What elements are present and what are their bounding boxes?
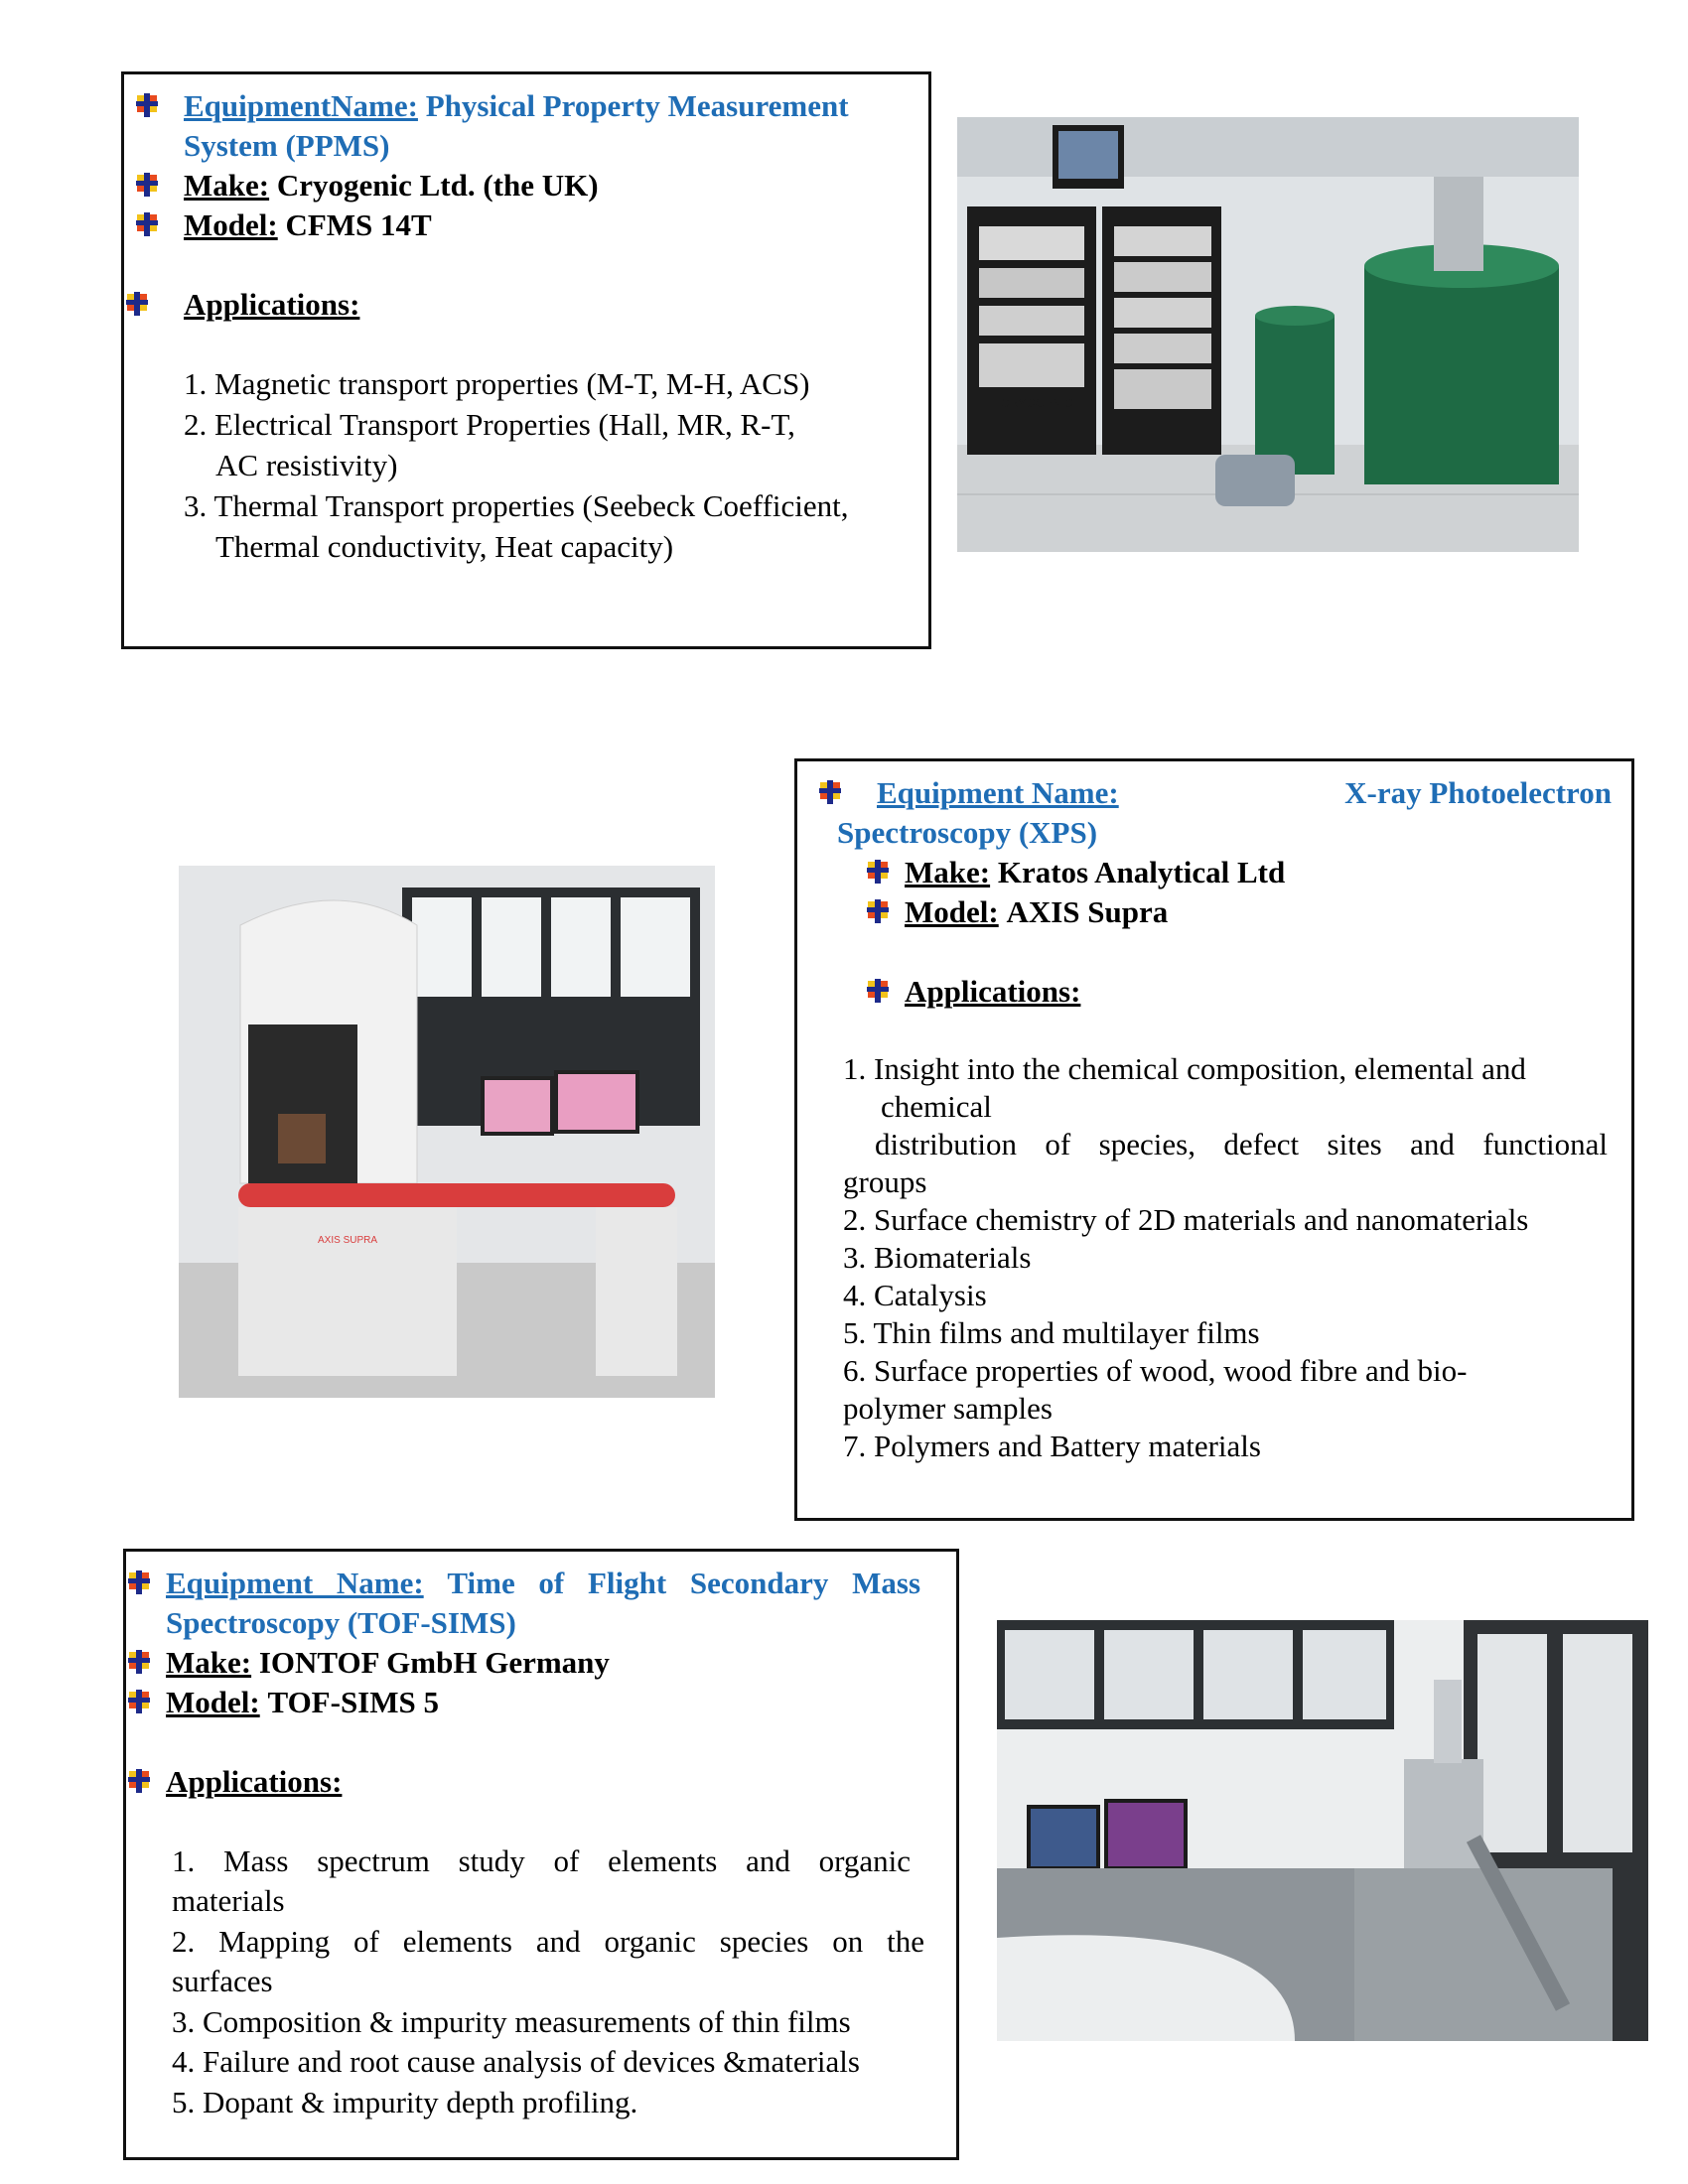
- xps-app-line: 1. Insight into the chemical composition, elemental and: [843, 1051, 1526, 1086]
- bullet-icon: [126, 1649, 152, 1675]
- xps-app-line: chemical: [881, 1089, 992, 1124]
- ppms-equipment-photo: [957, 117, 1579, 552]
- bullet-icon: [134, 172, 160, 198]
- ppms-app-line: Thermal conductivity, Heat capacity): [215, 529, 674, 564]
- xps-model: Model: AXIS Supra: [905, 894, 1169, 929]
- tof-equipment-name-cont: Spectroscopy (TOF-SIMS): [166, 1605, 516, 1640]
- bullet-icon: [865, 978, 891, 1004]
- ppms-equipment-name-cont: System (PPMS): [184, 128, 390, 163]
- bullet-icon: [817, 779, 843, 805]
- tof-app-line: 3. Composition & impurity measurements of thin films: [172, 2004, 851, 2039]
- tof-make: Make: IONTOF GmbH Germany: [166, 1645, 610, 1680]
- xps-app-line: 6. Surface properties of wood, wood fibre and bio-: [843, 1353, 1468, 1388]
- xps-app-line: 5. Thin films and multilayer films: [843, 1315, 1260, 1350]
- xps-info-box: [794, 758, 1634, 1521]
- axis-supra-logo-text: AXIS SUPRA: [318, 1235, 378, 1246]
- bullet-icon: [865, 898, 891, 924]
- ppms-applications-heading: Applications:: [184, 287, 360, 322]
- tof-model: Model: TOF-SIMS 5: [166, 1685, 439, 1719]
- ppms-app-line: AC resistivity): [215, 448, 398, 482]
- xps-app-line: 2. Surface chemistry of 2D materials and nanomaterials: [843, 1202, 1529, 1237]
- xps-equipment-name: Equipment Name: X-ray Photoelectron: [877, 775, 1612, 810]
- tof-equipment-name: Equipment Name: Time of Flight Secondary Mass: [166, 1566, 921, 1600]
- xps-app-line: 7. Polymers and Battery materials: [843, 1429, 1261, 1463]
- bullet-icon: [124, 291, 150, 317]
- xps-app-line: distribution of species, defect sites and functional: [875, 1127, 1608, 1161]
- xps-equipment-name-cont: Spectroscopy (XPS): [837, 815, 1098, 850]
- tof-app-line: 5. Dopant & impurity depth profiling.: [172, 2085, 638, 2119]
- bullet-icon: [126, 1768, 152, 1794]
- ppms-app-line: 3. Thermal Transport properties (Seebeck Coefficient,: [184, 488, 849, 523]
- tof-app-line: 1. Mass spectrum study of elements and organic: [172, 1843, 911, 1878]
- bullet-icon: [134, 211, 160, 237]
- bullet-icon: [134, 92, 160, 118]
- ppms-make: Make: Cryogenic Ltd. (the UK): [184, 168, 599, 203]
- tof-app-line: 4. Failure and root cause analysis of devices &materials: [172, 2044, 860, 2079]
- ppms-info-box: [121, 71, 931, 649]
- cryogenic-logo-text: CRYOGENIC: [1001, 396, 1073, 410]
- ppms-model: Model: CFMS 14T: [184, 207, 432, 242]
- tof-equipment-photo: [997, 1620, 1648, 2041]
- tof-app-line: materials: [172, 1883, 285, 1918]
- bullet-icon: [865, 859, 891, 885]
- bullet-icon: [126, 1689, 152, 1714]
- ppms-app-line: 2. Electrical Transport Properties (Hall, MR, R-T,: [184, 407, 795, 442]
- tof-app-line: 2. Mapping of elements and organic species on the: [172, 1924, 924, 1959]
- ppms-equipment-name: EquipmentName: Physical Property Measurement: [184, 88, 849, 123]
- xps-make: Make: Kratos Analytical Ltd: [905, 855, 1286, 889]
- xps-app-line: 3. Biomaterials: [843, 1240, 1032, 1275]
- tof-app-line: surfaces: [172, 1964, 273, 1998]
- xps-applications-heading: Applications:: [905, 974, 1081, 1009]
- xps-app-line: 4. Catalysis: [843, 1278, 987, 1312]
- tof-info-box: [123, 1549, 959, 2160]
- xps-app-line: polymer samples: [843, 1391, 1053, 1426]
- xps-equipment-photo: [179, 866, 715, 1398]
- ppms-app-line: 1. Magnetic transport properties (M-T, M-H, ACS): [184, 366, 810, 401]
- xps-app-line: groups: [843, 1164, 927, 1199]
- bullet-icon: [126, 1570, 152, 1595]
- tof-applications-heading: Applications:: [166, 1764, 343, 1799]
